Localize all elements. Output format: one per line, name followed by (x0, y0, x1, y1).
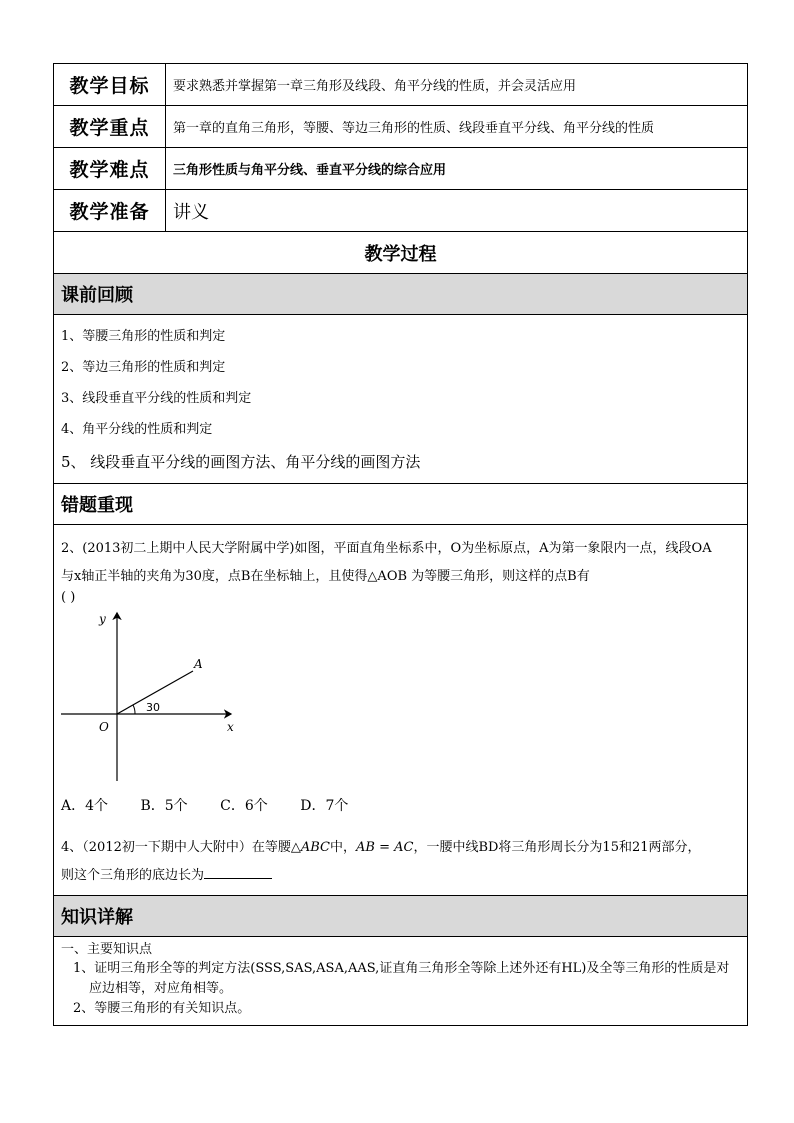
q4-triangle: △ABC (290, 840, 330, 855)
detail-item-2 (61, 999, 740, 1019)
detail-item-1-text: 证明三角形全等的判定方法(SSS,SAS,ASA,AAS,证直角三角形全等除上述外还有HL)及全等三角形的性质是对应边相等，对应角相等。 (89, 961, 730, 996)
review-item: 4、角平分线的性质和判定 (61, 422, 213, 437)
x-axis-label: x (227, 720, 234, 734)
q4-line1 (61, 833, 740, 863)
wrong-body-row (54, 525, 748, 896)
detail-title-row (54, 896, 748, 937)
angle-arc (133, 705, 135, 714)
detail-item-2-text: 等腰三角形的有关知识点。 (94, 1001, 251, 1016)
review-item: 3、线段垂直平分线的性质和判定 (61, 391, 252, 406)
review-title: 课前回顾 (54, 274, 748, 315)
review-title-row (54, 274, 748, 315)
q2-line1: 2、(2013初二上期中人民大学附属中学)如图，平面直角坐标系中，O为坐标原点，A为第一象限内一点，线段OA (61, 541, 712, 556)
focus-label: 教学重点 (54, 106, 166, 148)
detail-item-1 (61, 959, 740, 999)
process-row (54, 232, 748, 274)
q4-line2 (61, 863, 740, 889)
focus-row (54, 106, 748, 148)
process-title: 教学过程 (54, 232, 748, 274)
detail-heading: 一、主要知识点 (61, 942, 153, 957)
q4-line2-text: 则这个三角形的底边长为 (61, 868, 205, 883)
wrong-body (54, 525, 748, 896)
goal-label: 教学目标 (54, 64, 166, 106)
detail-item-2-num: 2、 (73, 1001, 95, 1016)
difficulty-value: 三角形性质与角平分线、垂直平分线的综合应用 (166, 148, 748, 190)
detail-body (54, 937, 748, 1026)
option-b: B．5个 (140, 798, 188, 814)
q4-mid: 中， (330, 840, 357, 855)
lesson-plan-table (53, 63, 748, 1026)
answer-blank[interactable] (204, 866, 272, 879)
q4-prefix: 4、（2012初一下期中人大附中）在等腰 (61, 840, 291, 855)
q4-equation: AB = AC (356, 840, 414, 855)
difficulty-row (54, 148, 748, 190)
q2-paren: ( ) (61, 590, 76, 605)
wrong-title-row (54, 484, 748, 525)
q4-suffix: ，一腰中线BD将三角形周长分为15和21两部分， (413, 840, 701, 855)
review-body (54, 315, 748, 484)
review-item: 2、等边三角形的性质和判定 (61, 360, 226, 375)
focus-value: 第一章的直角三角形，等腰、等边三角形的性质、线段垂直平分线、角平分线的性质 (166, 106, 748, 148)
detail-body-row (54, 937, 748, 1026)
wrong-title: 错题重现 (54, 484, 748, 525)
review-body-row (54, 315, 748, 484)
prep-label: 教学准备 (54, 190, 166, 232)
option-a: A．4个 (61, 798, 109, 814)
coordinate-graph (61, 611, 261, 787)
goal-row (54, 64, 748, 106)
detail-item-1-num: 1、 (73, 961, 95, 976)
review-item: 1、等腰三角形的性质和判定 (61, 329, 226, 344)
point-a-label: A (194, 657, 203, 671)
q2-options (61, 795, 740, 815)
goal-value: 要求熟悉并掌握第一章三角形及线段、角平分线的性质，并会灵活应用 (166, 64, 748, 106)
prep-row (54, 190, 748, 232)
option-c: C．6个 (220, 798, 268, 814)
option-d: D．7个 (300, 798, 349, 814)
review-item: 5、 线段垂直平分线的画图方法、角平分线的画图方法 (61, 453, 421, 471)
difficulty-label: 教学难点 (54, 148, 166, 190)
prep-value: 讲义 (166, 190, 748, 232)
angle-label: 30 (146, 701, 160, 714)
q2-line2: 与x轴正半轴的夹角为30度，点B在坐标轴上，且使得△AOB 为等腰三角形，则这样的点B有 (61, 569, 590, 584)
origin-label: O (99, 720, 109, 734)
y-axis-label: y (99, 612, 106, 626)
detail-title: 知识详解 (54, 896, 748, 937)
